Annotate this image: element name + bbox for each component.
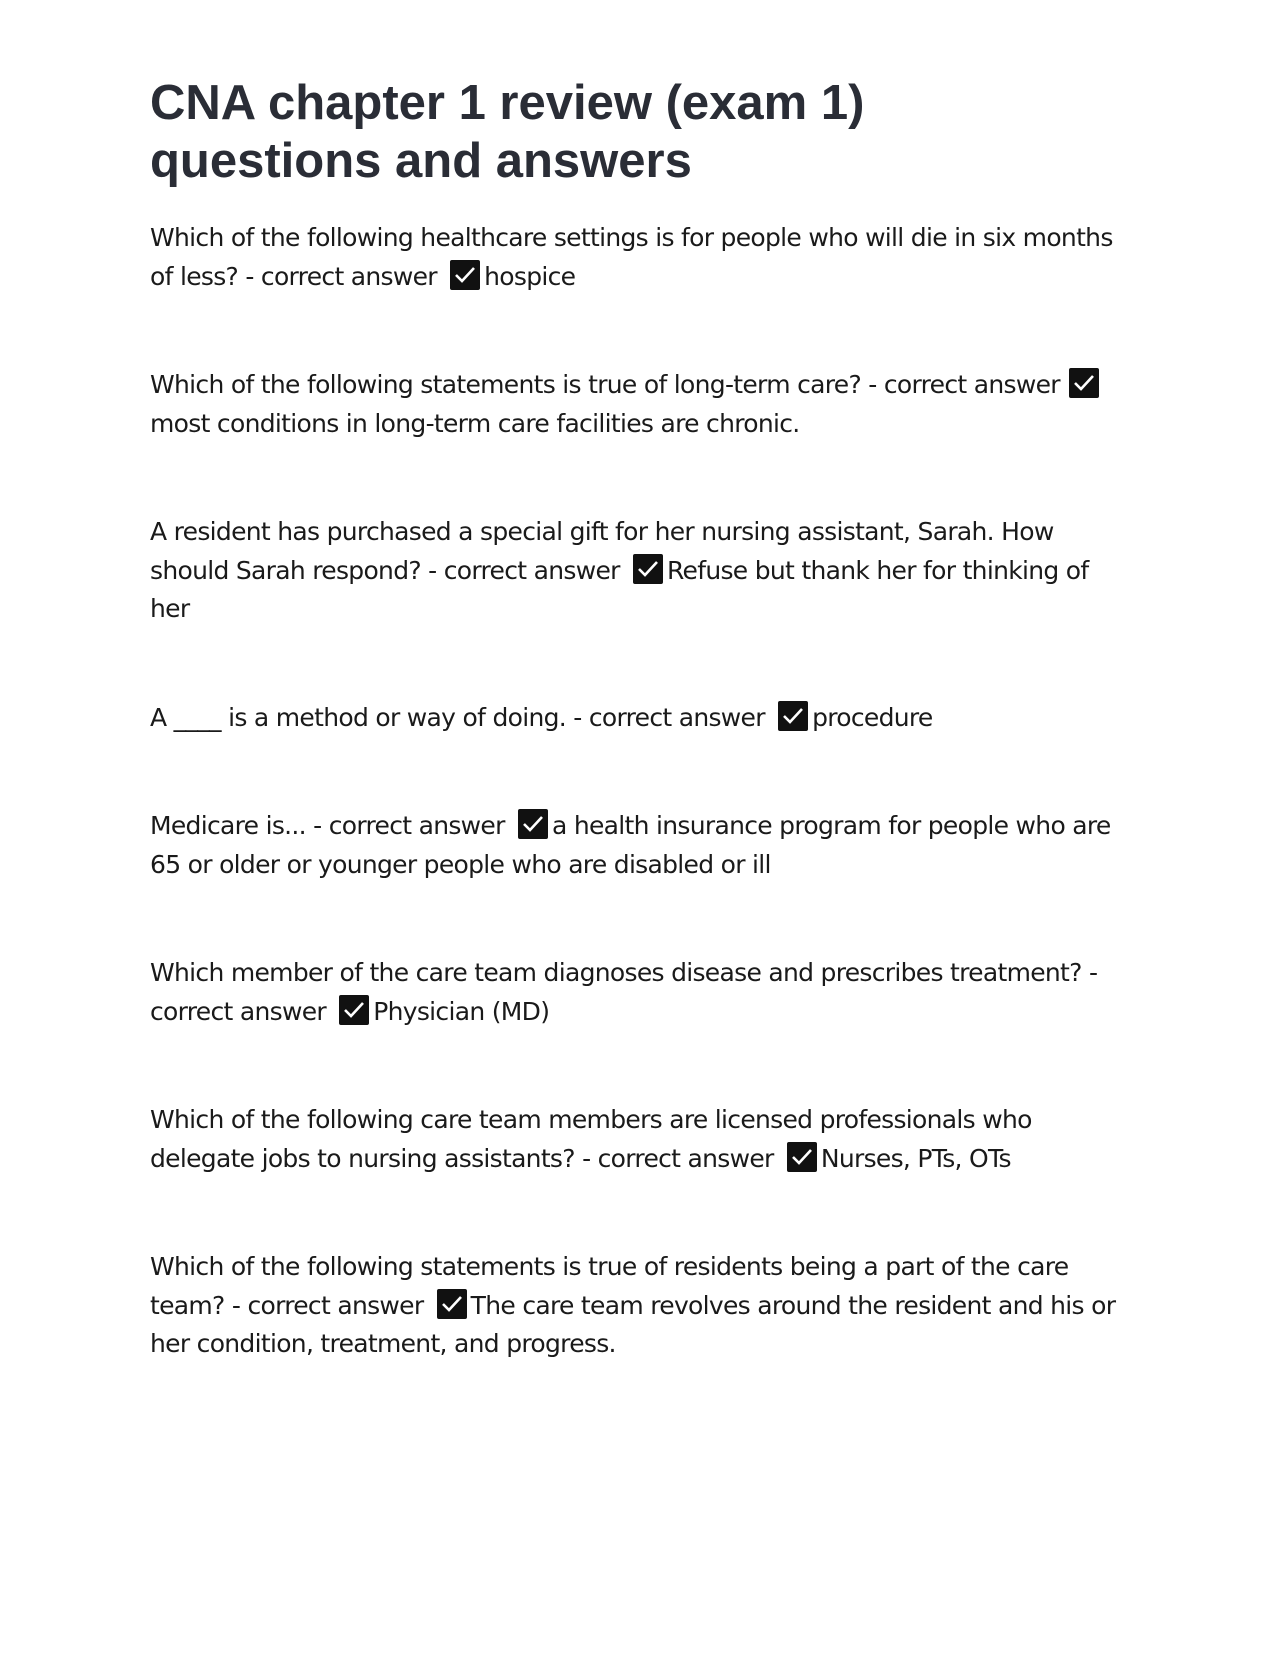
qa-item-1 <box>150 219 1130 296</box>
answer-text: most conditions in long-term care facilities are chronic. <box>150 408 800 438</box>
answer-text: Refuse but thank her for thinking of her <box>150 555 1089 623</box>
check-box-icon <box>633 554 663 584</box>
answer-text: procedure <box>812 702 933 732</box>
check-box-icon <box>437 1289 467 1319</box>
question-text: A ____ is a method or way of doing. - correct answer <box>150 702 765 732</box>
qa-item-4 <box>150 699 1130 738</box>
question-text: Which of the following statements is true of long-term care? - correct answer <box>150 370 1060 399</box>
answer-text: Physician (MD) <box>373 996 550 1026</box>
qa-item-2 <box>150 366 1130 443</box>
question-text: Which member of the care team diagnoses disease and prescribes treatment? - correct answer <box>150 958 1098 1026</box>
question-text: Which of the following care team members are licensed professionals who delegate jobs to nursing assistants? - correct answer <box>150 1105 1032 1173</box>
qa-item-7 <box>150 1101 1130 1178</box>
page-title <box>150 74 1150 190</box>
check-box-icon <box>1069 368 1099 398</box>
question-text: Which of the following healthcare settings is for people who will die in six months of less? - correct answer <box>150 223 1113 291</box>
title-line-2: questions and answers <box>150 134 692 188</box>
answer-text: hospice <box>484 261 576 291</box>
answer-text: Nurses, PTs, OTs <box>820 1143 1011 1173</box>
answer-text: The care team revolves around the resident and his or her condition, treatment, and progress. <box>150 1290 1116 1358</box>
qa-item-8 <box>150 1248 1130 1364</box>
qa-item-5 <box>150 807 1130 884</box>
answer-text: a health insurance program for people who are 65 or older or younger people who are disabled or ill <box>150 811 1111 879</box>
question-text: A resident has purchased a special gift for her nursing assistant, Sarah. How should Sarah respond? - correct answer <box>150 517 1054 585</box>
question-text: Which of the following statements is true of residents being a part of the care team? - correct answer <box>150 1252 1069 1320</box>
question-text: Medicare is... - correct answer <box>150 811 505 840</box>
title-line-1: CNA chapter 1 review (exam 1) <box>150 76 865 130</box>
check-box-icon <box>339 995 369 1025</box>
qa-item-6 <box>150 954 1130 1031</box>
check-box-icon <box>450 260 480 290</box>
check-box-icon <box>518 809 548 839</box>
qa-list <box>150 219 1130 1434</box>
qa-item-3 <box>150 513 1130 629</box>
check-box-icon <box>787 1142 817 1172</box>
check-box-icon <box>778 701 808 731</box>
